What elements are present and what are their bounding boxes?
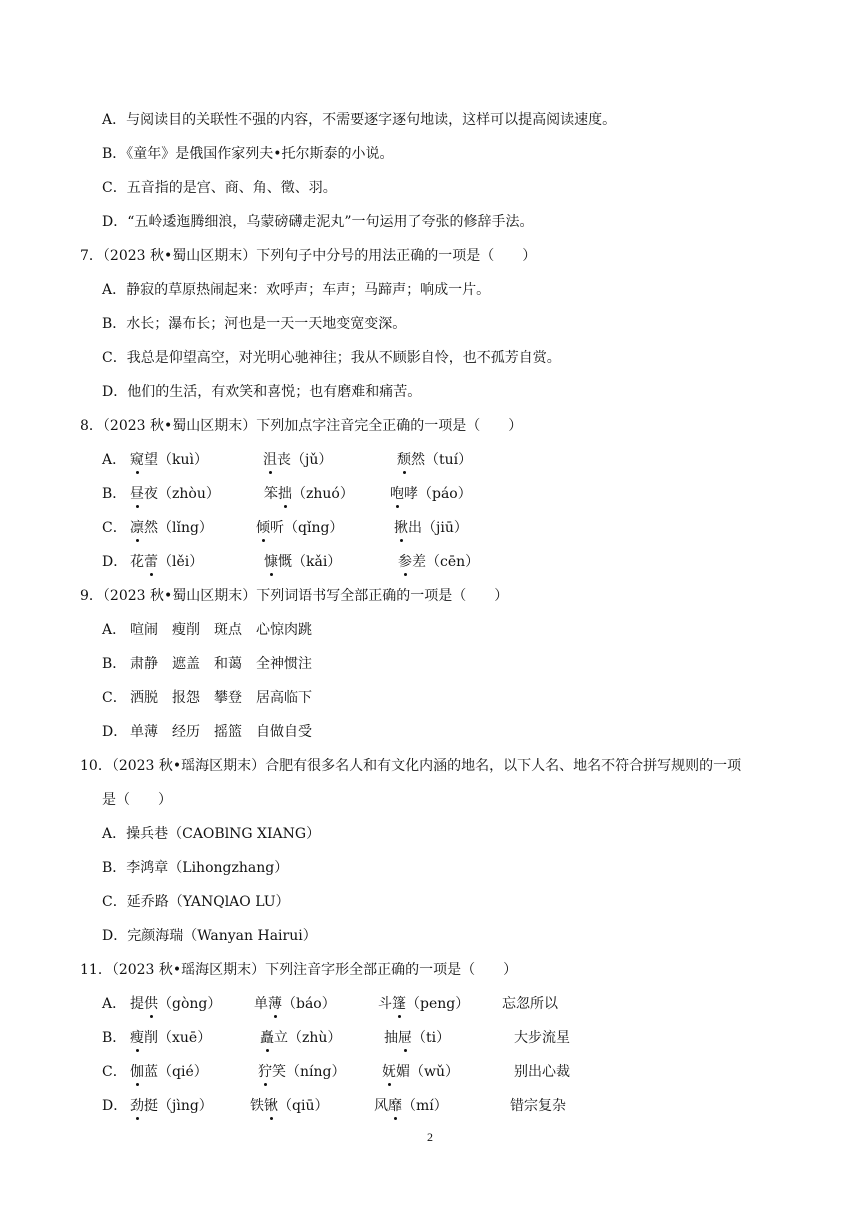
q7-option-c: C．我总是仰望高空，对光明心驰神往；我从不顾影自怜，也不孤芳自赏。: [102, 350, 561, 366]
q11-c-item-3: 妩媚（wǔ）: [382, 1064, 459, 1080]
q7-option-b: B．水长；瀑布长；河也是一天一天地变宽变深。: [102, 316, 407, 332]
q10-option-d: D．完颜海瑞（Wanyan Hairui）: [102, 928, 317, 944]
word: 心惊肉跳: [256, 622, 312, 638]
q11-option-c: [102, 1062, 570, 1082]
option-label: A．: [102, 622, 127, 638]
q10-option-c: C．延乔路（YANQlAO LU）: [102, 894, 290, 910]
q11-stem: 11．（2023 秋•瑶海区期末）下列注音字形全部正确的一项是（ ）: [80, 962, 518, 978]
word: 居高临下: [256, 690, 312, 706]
q11-d-item-1: 劲挺（jìng）: [130, 1098, 213, 1114]
q9-option-b: [102, 654, 312, 674]
q8-stem: 8．（2023 秋•蜀山区期末）下列加点字注音完全正确的一项是（ ）: [80, 418, 523, 434]
q9-option-d: [102, 722, 312, 742]
option-label: C．: [102, 1064, 127, 1080]
q8-b-item-2: 笨拙（zhuó）: [264, 486, 354, 502]
word: 攀登: [214, 690, 242, 706]
q8-d-item-1: 花蕾（lěi）: [130, 554, 204, 570]
q8-d-item-3: 参差（cēn）: [398, 554, 480, 570]
prev-option-b: B．《童年》是俄国作家列夫•托尔斯泰的小说。: [102, 146, 394, 162]
q8-b-item-1: 昼夜（zhòu）: [130, 486, 220, 502]
q11-b-item-2: 矗立（zhù）: [260, 1030, 342, 1046]
q10-option-a: A．操兵巷（CAOBlNG XIANG）: [102, 826, 321, 842]
word: 洒脱: [130, 690, 158, 706]
option-label: D．: [102, 724, 128, 740]
word: 摇篮: [214, 724, 242, 740]
option-label: A．: [102, 452, 127, 468]
prev-option-a: A．与阅读目的关联性不强的内容，不需要逐字逐句地读，这样可以提高阅读速度。: [102, 112, 617, 128]
q8-option-a: [102, 450, 472, 470]
q11-option-d: [102, 1096, 566, 1116]
q11-a-item-4: 忘忽所以: [502, 996, 558, 1012]
q8-option-b: [102, 484, 472, 504]
word: 喧闹: [130, 622, 158, 638]
q11-d-item-4: 错宗复杂: [510, 1098, 566, 1114]
prev-option-c: C．五音指的是宫、商、角、徵、羽。: [102, 180, 337, 196]
option-label: B．: [102, 1030, 127, 1046]
q11-b-item-4: 大步流星: [514, 1030, 570, 1046]
word: 经历: [172, 724, 200, 740]
q11-b-item-3: 抽屉（ti）: [384, 1030, 451, 1046]
q10-stem: 10．（2023 秋•瑶海区期末）合肥有很多名人和有文化内涵的地名，以下人名、地名不符合拼写规则的一项: [80, 758, 742, 774]
q11-a-item-3: 斗篷（peng）: [378, 996, 470, 1012]
word: 和蔼: [214, 656, 242, 672]
word: 单薄: [130, 724, 158, 740]
q11-a-item-1: 提供（gòng）: [130, 996, 222, 1012]
word: 斑点: [214, 622, 242, 638]
q8-a-item-1: 窥望（kuì）: [130, 452, 208, 468]
q11-d-item-3: 风靡（mí）: [374, 1098, 448, 1114]
q8-c-item-3: 揪出（jiū）: [394, 520, 468, 536]
q11-option-a: [102, 994, 558, 1014]
q9-stem: 9．（2023 秋•蜀山区期末）下列词语书写全部正确的一项是（ ）: [80, 588, 509, 604]
q10-stem-continued: 是（ ）: [102, 792, 172, 808]
q11-b-item-1: 瘦削（xuē）: [130, 1030, 212, 1046]
option-label: D．: [102, 554, 128, 570]
q8-b-item-3: 咆哮（páo）: [390, 486, 472, 502]
option-label: C．: [102, 520, 127, 536]
q8-c-item-2: 倾听（qǐng）: [256, 520, 344, 536]
word: 遮盖: [172, 656, 200, 672]
q7-option-d: D．他们的生活，有欢笑和喜悦；也有磨难和痛苦。: [102, 384, 422, 400]
q9-option-a: [102, 620, 312, 640]
q11-a-item-2: 单薄（báo）: [254, 996, 336, 1012]
option-label: A．: [102, 996, 127, 1012]
q7-stem: 7．（2023 秋•蜀山区期末）下列句子中分号的用法正确的一项是（ ）: [80, 248, 537, 264]
word: 瘦削: [172, 622, 200, 638]
option-label: B．: [102, 486, 127, 502]
q8-d-item-2: 慷慨（kǎi）: [264, 554, 342, 570]
q11-c-item-2: 狞笑（níng）: [258, 1064, 346, 1080]
q8-option-c: [102, 518, 468, 538]
option-label: B．: [102, 656, 127, 672]
q11-c-item-1: 伽蓝（qié）: [130, 1064, 208, 1080]
word: 肃静: [130, 656, 158, 672]
page-number: 2: [427, 1130, 433, 1144]
q10-option-b: B．李鸿章（Lihongzhang）: [102, 860, 289, 876]
q8-a-item-2: 沮丧（jǔ）: [263, 452, 333, 468]
prev-option-d: D．“五岭逶迤腾细浪，乌蒙磅礴走泥丸”一句运用了夸张的修辞手法。: [102, 214, 534, 230]
word: 全神惯注: [256, 656, 312, 672]
option-label: C．: [102, 690, 127, 706]
word: 报怨: [172, 690, 200, 706]
option-label: D．: [102, 1098, 128, 1114]
q8-c-item-1: 凛然（lǐng）: [130, 520, 213, 536]
q8-a-item-3: 颓然（tuí）: [397, 452, 473, 468]
q7-option-a: A．静寂的草原热闹起来：欢呼声；车声；马蹄声；响成一片。: [102, 282, 491, 298]
q11-c-item-4: 别出心裁: [514, 1064, 570, 1080]
q9-option-c: [102, 688, 312, 708]
word: 自做自受: [256, 724, 312, 740]
q8-option-d: [102, 552, 479, 572]
q11-option-b: [102, 1028, 570, 1048]
q11-d-item-2: 铁锹（qiū）: [250, 1098, 329, 1114]
